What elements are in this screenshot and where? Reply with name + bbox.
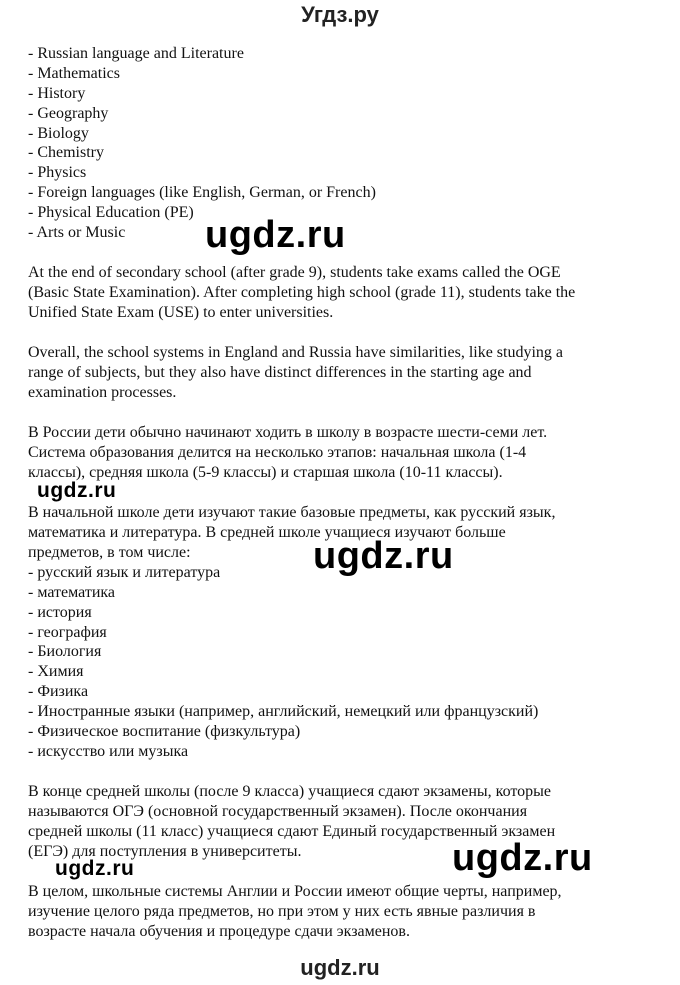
list-item: - Physical Education (PE)	[28, 204, 194, 222]
text-line: возрасте начала обучения и процедуре сдачи экзаменов.	[28, 922, 410, 940]
watermark: ugdz.ru	[313, 535, 454, 577]
russian-intro-paragraph	[28, 423, 658, 483]
watermark: ugdz.ru	[452, 837, 593, 879]
text-line: В России дети обычно начинают ходить в школу в возрасте шести-семи лет.	[28, 423, 548, 441]
text-line: В конце средней школы (после 9 класса) учащиеся сдают экзамены, которые	[28, 782, 552, 800]
list-item: - Иностранные языки (например, английский, немецкий или французский)	[28, 703, 539, 721]
list-item: - Foreign languages (like English, German, or French)	[28, 184, 376, 202]
list-item: - Физическое воспитание (физкультура)	[28, 723, 301, 741]
list-item: - Mathematics	[28, 64, 120, 82]
document-body	[28, 44, 658, 942]
list-item: - Biology	[28, 124, 89, 142]
english-exams-paragraph	[28, 263, 658, 323]
text-line: Система образования делится на несколько этапов: начальная школа (1-4	[28, 443, 527, 461]
text-line: Overall, the school systems in England and Russia have similarities, like studying a	[28, 343, 564, 361]
text-line: Unified State Exam (USE) to enter universities.	[28, 303, 334, 321]
text-line: математика и литература. В средней школе учащиеся изучают больше	[28, 523, 506, 541]
russian-subject-list	[28, 563, 658, 762]
list-item: - Geography	[28, 104, 109, 122]
list-item: - русский язык и литература	[28, 563, 221, 581]
english-overall-paragraph	[28, 343, 658, 403]
site-header-title[interactable]: Угдз.ру	[301, 2, 379, 27]
list-item: - искусство или музыка	[28, 742, 189, 760]
russian-overall-paragraph	[28, 882, 658, 942]
text-line: средней школы (11 класс) учащиеся сдают Единый государственный экзамен	[28, 822, 556, 840]
text-line: (ЕГЭ) для поступления в университеты.	[28, 842, 302, 860]
text-line: (Basic State Examination). After completing high school (grade 11), students take the	[28, 283, 576, 301]
list-item: - Arts or Music	[28, 224, 126, 242]
text-line: классы), средняя школа (5-9 классы) и старшая школа (10-11 классы).	[28, 463, 503, 481]
list-item: - Физика	[28, 683, 89, 701]
text-line: At the end of secondary school (after grade 9), students take exams called the OGE	[28, 263, 561, 281]
text-line: предметов, в том числе:	[28, 543, 191, 561]
text-line: В целом, школьные системы Англии и России имеют общие черты, например,	[28, 882, 562, 900]
list-item: - Chemistry	[28, 144, 104, 162]
watermark: ugdz.ru	[37, 479, 117, 502]
text-line: range of subjects, but they also have distinct differences in the starting age and	[28, 363, 532, 381]
text-line: изучение целого ряда предметов, но при этом у них есть явные различия в	[28, 902, 536, 920]
watermark: ugdz.ru	[55, 857, 135, 880]
list-item: - Russian language and Literature	[28, 45, 244, 62]
list-item: - History	[28, 84, 86, 102]
text-line: В начальной школе дети изучают такие базовые предметы, как русский язык,	[28, 503, 556, 521]
list-item: - Биология	[28, 643, 102, 661]
list-item: - история	[28, 603, 92, 621]
list-item: - Physics	[28, 164, 87, 182]
list-item: - Химия	[28, 663, 84, 681]
list-item: - география	[28, 623, 107, 641]
list-item: - математика	[28, 583, 116, 601]
text-line: называются ОГЭ (основной государственный экзамен). После окончания	[28, 802, 528, 820]
site-footer-url[interactable]: ugdz.ru	[300, 955, 380, 980]
watermark: ugdz.ru	[205, 214, 346, 256]
text-line: examination processes.	[28, 383, 177, 401]
